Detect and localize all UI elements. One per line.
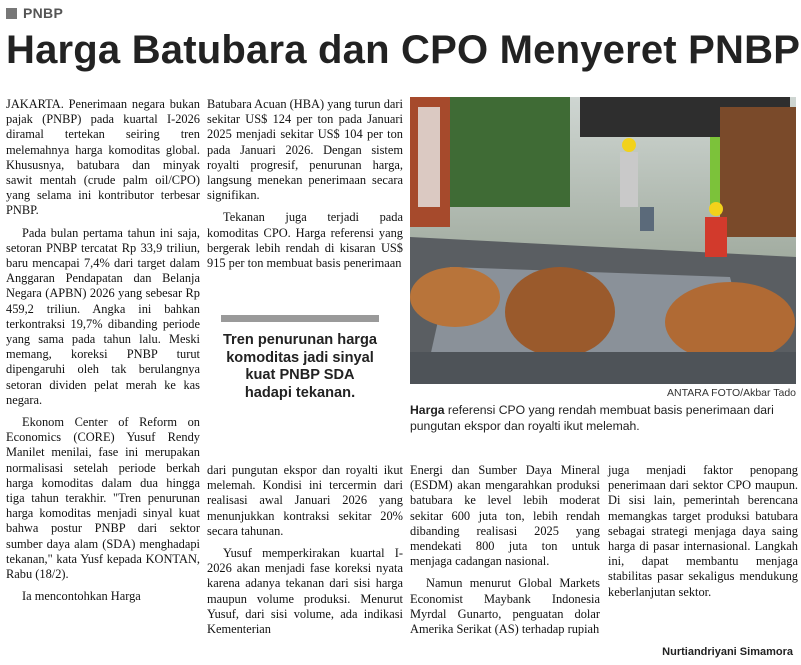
article-column-1	[6, 97, 200, 662]
photo-credit: ANTARA FOTO/Akbar Tado	[667, 387, 796, 399]
article-column-3	[410, 463, 600, 644]
paragraph: Ekonom Center of Reform on Economics (CORE) Yusuf Rendy Manilet menilai, fase ini merupakan normalisasi setelah periode berkah harga komoditas dalam dua hingga tiga tahun terakhir. "Tren penurunan harga komoditas menjadi sinyal kuat bahwa postur PNBP dari sektor sumber daya alam (SDA) menghadapi tekanan," kata Yusf kepada KONTAN, Rabu (18/2).	[6, 415, 200, 582]
pull-quote: Tren penurunan harga komoditas jadi sinyal kuat PNBP SDA hadapi tekanan.	[221, 315, 379, 402]
paragraph: dari pungutan ekspor dan royalti ikut melemah. Kondisi ini tercermin dari realisasi awal Januari 2026 yang menunjukkan kontraksi sekitar 20% secara tahunan.	[207, 463, 403, 538]
paragraph: Batubara Acuan (HBA) yang turun dari sekitar US$ 124 per ton pada Januari 2025 menjadi sekitar US$ 104 per ton pada Januari 2026. Dengan sistem royalti progresif, penurunan harga, langsung menekan penerimaan secara signifikan.	[207, 97, 403, 203]
paragraph: Pada bulan pertama tahun ini saja, setoran PNBP tercatat Rp 33,9 triliun, baru mencapai 7,4% dari target dalam Anggaran Pendapatan dan Belanja Negara (APBN) 2026 yang sebesar Rp 459,2 triliun. Angka ini bahkan terkontraksi 19,7% dibanding periode yang sama pada tahun lalu. Meski memang, koreksi PNBP turut dipengaruhi oleh tak berulangnya setoran dividen pelat merah ke kas negara.	[6, 225, 200, 407]
photo-caption	[410, 402, 796, 434]
rubric-label: PNBP	[23, 5, 64, 21]
paragraph: Ia mencontohkan Harga	[22, 589, 141, 604]
paragraph: Tekanan juga terjadi pada komoditas CPO. Harga referensi yang bergerak lebih rendah di kisaran US$ 915 per ton membuat basis penerimaan	[207, 210, 403, 271]
paragraph: Yusuf memperkirakan kuartal I-2026 akan menjadi fase koreksi nyata karena adanya tekanan dari sisi harga maupun volume produksi. Menurut Yusuf, dari sisi volume, ada indikasi Kementerian	[207, 546, 403, 637]
caption-text: referensi CPO yang rendah membuat basis penerimaan dari pungutan ekspor dan royalti ikut melemah.	[410, 403, 774, 433]
caption-lead: Harga	[410, 403, 445, 417]
rubric-square-icon	[6, 8, 17, 19]
paragraph: juga menjadi faktor penopang penerimaan dari sektor CPO maupun. Di sisi lain, pemerintah berencana memangkas target produksi batubara sebagai strategi menjaga daya saing harga di pasar internasional. Langkah ini, dapat membantu menjaga stabilitas pasar sekaligus mendukung keberlanjutan sektor.	[608, 463, 798, 599]
palm-fruit-factory-illustration	[410, 97, 796, 384]
author-byline: Nurtiandriyani Simamora	[662, 646, 793, 658]
article-column-2-bottom	[207, 463, 403, 644]
paragraph: Namun menurut Global Markets Economist Maybank Indonesia Myrdal Gunarto, penguatan dolar Amerika Serikat (AS) terhadap rupiah	[410, 576, 600, 637]
article-headline: Harga Batubara dan CPO Menyeret PNBP	[6, 28, 801, 72]
article-column-2-top	[207, 97, 403, 278]
article-column-4	[608, 463, 798, 607]
news-photo	[410, 97, 796, 384]
section-rubric	[6, 4, 63, 22]
paragraph: JAKARTA. Penerimaan negara bukan pajak (PNBP) pada kuartal I-2026 diramal tertekan seiring tren melemahnya harga komoditas global. Khususnya, batubara dan minyak sawit mentah (crude palm oil/CPO) yang selama ini kontributor terbesar PNBP.	[6, 97, 200, 218]
paragraph: Energi dan Sumber Daya Mineral (ESDM) akan mengarahkan produksi batubara ke level lebih moderat sekitar 600 juta ton, lebih rendah dibanding realisasi 2025 yang mendekati 800 juta ton untuk menjaga cadangan nasional.	[410, 463, 600, 569]
